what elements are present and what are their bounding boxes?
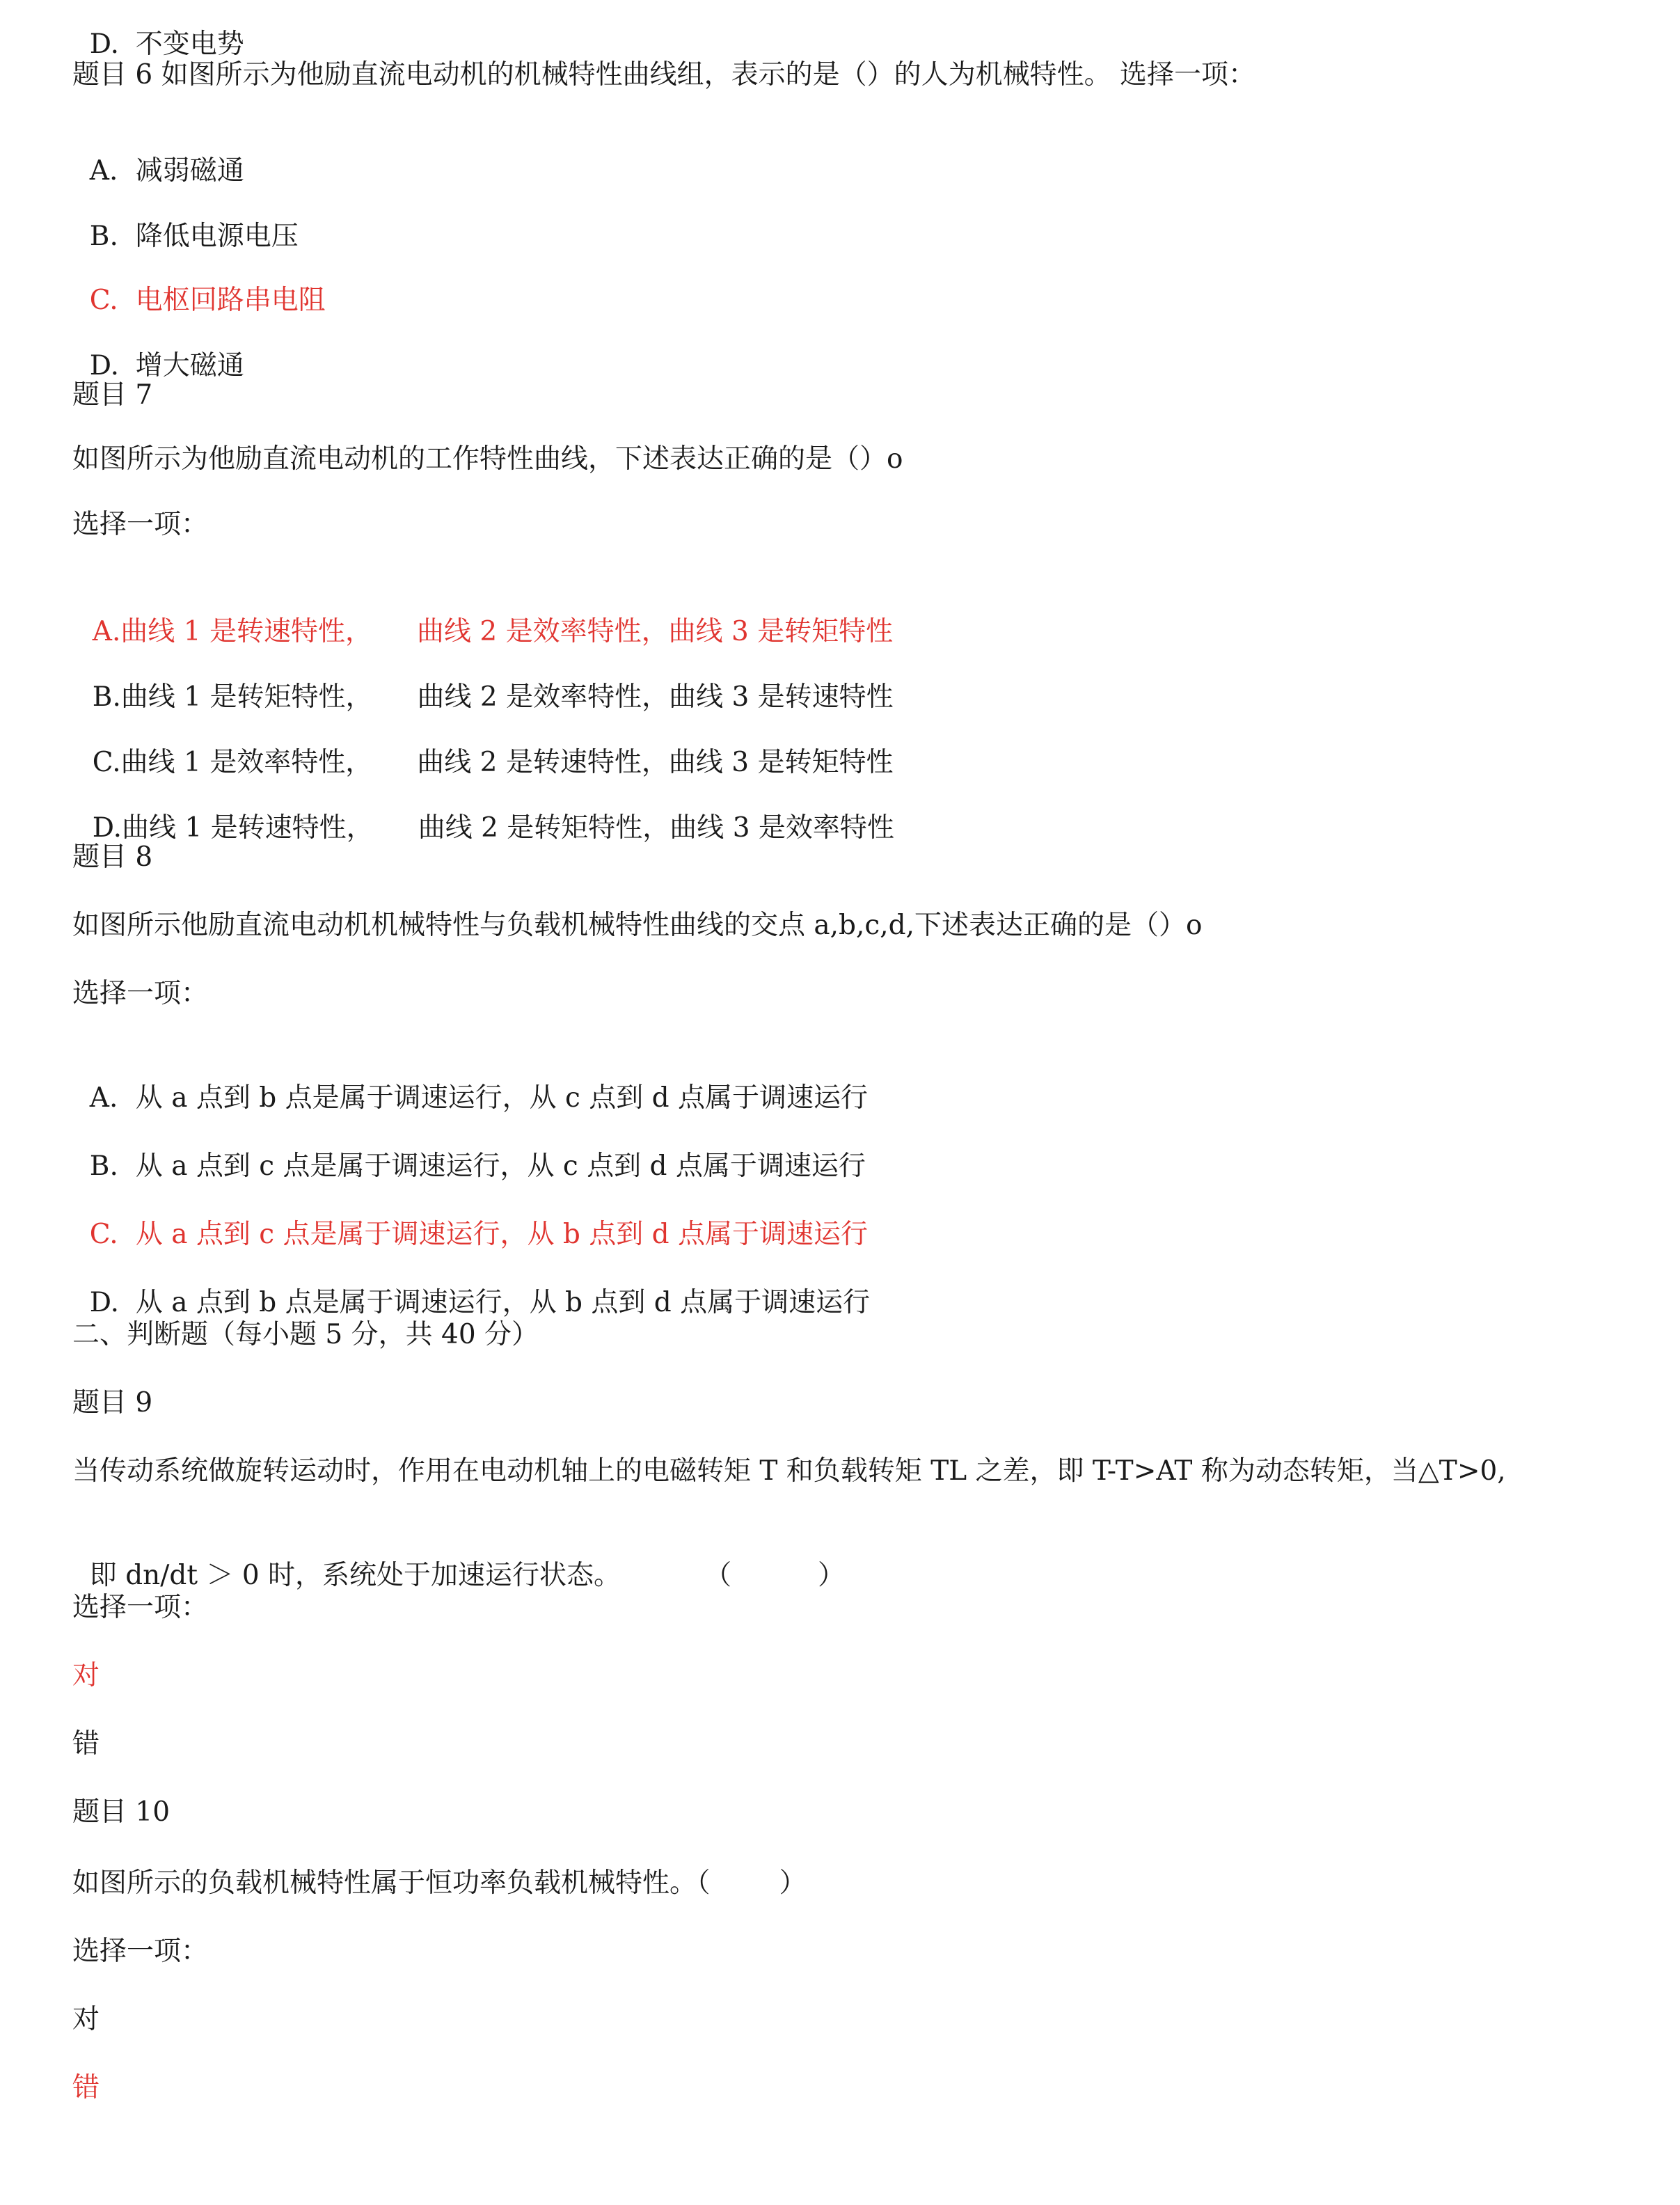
q7-option-d[interactable] — [75, 774, 894, 846]
option-letter: C. — [89, 1219, 118, 1250]
option-letter: A. — [89, 1082, 118, 1114]
option-letter: B. — [89, 221, 118, 252]
q8-option-d[interactable] — [72, 1249, 870, 1321]
option-letter: D. — [89, 1287, 120, 1318]
q10-prompt: 选择一项： — [72, 1936, 209, 1967]
option-part-1: C.曲线 1 是效率特性， — [92, 747, 373, 778]
option-part-2: 曲线 2 是转矩特性，曲线 3 是效率特性 — [418, 812, 894, 844]
q10-stem: 如图所示的负载机械特性属于恒功率负载机械特性。（ ） — [72, 1867, 807, 1899]
q7-option-c[interactable] — [75, 709, 893, 781]
q9-title: 题目 9 — [72, 1387, 153, 1418]
q9-stem-line-1: 当传动系统做旋转运动时，作用在电动机轴上的电磁转矩 T 和负载转矩 TL 之差，即 T-T>AT 称为动态转矩，当△T>0, — [72, 1455, 1506, 1487]
q9-stem-line-2 — [72, 1522, 845, 1594]
option-text: 减弱磁通 — [135, 155, 244, 187]
option-text: 降低电源电压 — [135, 221, 299, 252]
option-text: 从 a 点到 b 点是属于调速运行，从 c 点到 d 点属于调速运行 — [135, 1082, 868, 1114]
q8-option-a[interactable] — [72, 1044, 868, 1116]
q8-option-b[interactable] — [72, 1112, 866, 1185]
q6-option-a[interactable] — [72, 117, 244, 189]
q10-option-false-answer[interactable]: 错 — [72, 2072, 100, 2103]
q6-title: 题目 6 如图所示为他励直流电动机的机械特性曲线组，表示的是（）的人为机械特性。 选择一项： — [72, 59, 1256, 90]
q7-prompt: 选择一项： — [72, 509, 209, 540]
option-letter: D. — [89, 350, 120, 381]
option-part-2: 曲线 2 是转速特性，曲线 3 是转矩特性 — [417, 747, 894, 778]
answer-blank: （ ） — [704, 1560, 846, 1591]
section-2-title: 二、判断题（每小题 5 分，共 40 分） — [72, 1319, 539, 1350]
q9-option-true-answer[interactable]: 对 — [72, 1660, 100, 1691]
option-part-1: D.曲线 1 是转速特性， — [92, 812, 374, 844]
q8-stem: 如图所示他励直流电动机机械特性与负载机械特性曲线的交点 a,b,c,d,下述表达正确的是（）o — [72, 910, 1203, 941]
q6-option-c-answer[interactable] — [72, 246, 326, 319]
q8-option-c-answer[interactable] — [72, 1180, 868, 1253]
option-text: 从 a 点到 c 点是属于调速运行，从 c 点到 d 点属于调速运行 — [135, 1151, 866, 1182]
q7-option-b[interactable] — [75, 643, 894, 716]
stem-text: 即 dn/dt ＞ 0 时，系统处于加速运行状态。 — [89, 1560, 621, 1591]
option-part-1: A.曲线 1 是转速特性， — [92, 616, 372, 647]
option-text: 从 a 点到 c 点是属于调速运行，从 b 点到 d 点属于调速运行 — [135, 1219, 868, 1250]
q8-title: 题目 8 — [72, 841, 153, 873]
q8-prompt: 选择一项： — [72, 978, 209, 1009]
prev-question-option-d — [72, 0, 244, 63]
q7-option-a-answer[interactable] — [75, 578, 893, 650]
option-part-1: B.曲线 1 是转矩特性， — [92, 681, 373, 713]
option-letter: B. — [89, 1151, 118, 1182]
option-letter: D. — [89, 29, 120, 60]
option-text: 电枢回路串电阻 — [135, 285, 326, 316]
q9-prompt: 选择一项： — [72, 1592, 209, 1623]
option-text: 增大磁通 — [135, 350, 244, 381]
q10-option-true[interactable]: 对 — [72, 2004, 100, 2035]
option-letter: A. — [89, 155, 118, 187]
q6-option-d[interactable] — [72, 312, 244, 384]
q10-title: 题目 10 — [72, 1796, 171, 1828]
option-letter: C. — [89, 285, 118, 316]
option-part-2: 曲线 2 是效率特性，曲线 3 是转速特性 — [417, 681, 894, 713]
option-text: 从 a 点到 b 点是属于调速运行，从 b 点到 d 点属于调速运行 — [135, 1287, 871, 1318]
option-part-2: 曲线 2 是效率特性，曲线 3 是转矩特性 — [416, 616, 894, 647]
option-text: 不变电势 — [135, 29, 244, 60]
q6-option-b[interactable] — [72, 182, 299, 255]
q9-option-false[interactable]: 错 — [72, 1728, 100, 1760]
q7-stem: 如图所示为他励直流电动机的工作特性曲线，下述表达正确的是（）o — [72, 443, 903, 475]
q7-title: 题目 7 — [72, 379, 153, 411]
